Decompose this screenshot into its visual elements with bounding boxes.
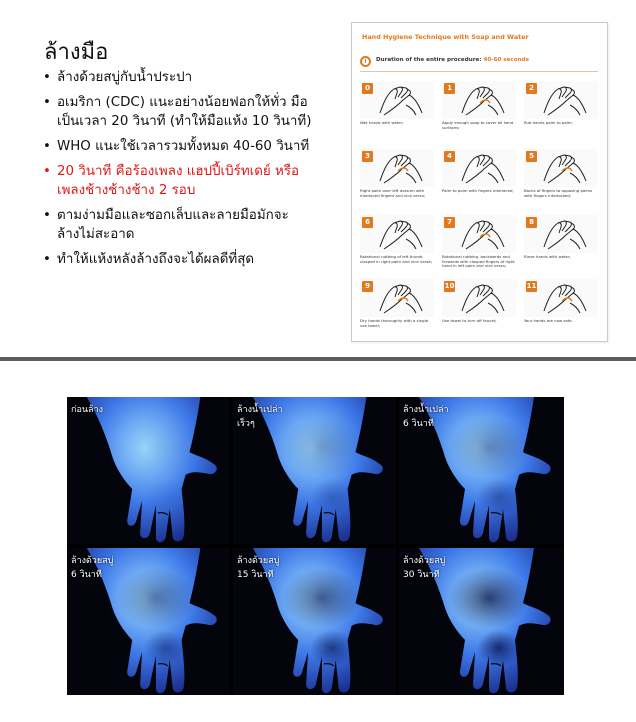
duration-value: 40-60 seconds: [483, 57, 529, 63]
step-caption: Palm to palm with fingers interlaced;: [442, 188, 514, 193]
uv-hand-photo: [233, 397, 396, 544]
step-number: 4: [444, 151, 455, 162]
step-illustration: [524, 81, 598, 119]
step-number: 9: [362, 281, 373, 292]
uv-hand-photo: [399, 548, 564, 695]
step-number: 3: [362, 151, 373, 162]
hands-icon: [540, 217, 590, 251]
bullet-list: [42, 68, 314, 275]
poster-step: [524, 81, 598, 126]
hands-icon: [376, 281, 426, 315]
step-illustration: [524, 279, 598, 317]
hands-icon: [540, 281, 590, 315]
photo-label: ก่อนล้าง: [71, 405, 103, 415]
step-caption: Rub hands palm to palm;: [524, 120, 573, 125]
hands-icon: [540, 151, 590, 185]
photo-label: ล้างด้วยสบู่ 6 วินาที: [71, 556, 114, 580]
poster-step: [524, 279, 598, 324]
hands-icon: [458, 151, 508, 185]
poster-step: [442, 215, 516, 269]
slide-title: ล้างมือ: [44, 40, 109, 65]
step-number: 5: [526, 151, 537, 162]
step-illustration: [360, 215, 434, 253]
poster-step: [360, 215, 434, 264]
poster-step: [360, 81, 434, 126]
bullet-item: • อเมริกา (CDC) แนะอย่างน้อยฟอกให้ทั่ว มือเป็นเวลา 20 วินาที (ทำให้มือแห้ง 10 วินาที): [42, 93, 314, 131]
poster-title: Hand Hygiene Technique with Soap and Water: [362, 33, 529, 41]
poster-step: [442, 81, 516, 130]
hands-icon: [376, 217, 426, 251]
bullet-item: • ตามง่ามมือและซอกเล็บและลายมือมักจะ ล้างไม่สะอาด: [42, 206, 314, 244]
step-caption: Your hands are now safe.: [524, 318, 573, 323]
poster-step: [360, 149, 434, 198]
step-caption: Wet hands with water;: [360, 120, 404, 125]
step-number: 11: [526, 282, 537, 290]
step-number: 0: [362, 83, 373, 94]
hands-icon: [458, 281, 508, 315]
hands-icon: [376, 151, 426, 185]
step-number: 8: [526, 217, 537, 228]
step-number: 6: [362, 217, 373, 228]
poster-step: [360, 279, 434, 328]
photo-label: ล้างด้วยสบู่ 15 วินาที: [237, 556, 280, 580]
step-illustration: [360, 81, 434, 119]
step-caption: Right palm over left dorsum with interlaced fingers and vice versa;: [360, 188, 426, 198]
step-number: 2: [526, 83, 537, 94]
step-illustration: [442, 149, 516, 187]
poster-step: [442, 149, 516, 194]
duration-label: Duration of the entire procedure: 40-60 seconds: [376, 57, 529, 63]
hands-icon: [540, 83, 590, 117]
hands-icon: [458, 83, 508, 117]
step-caption: Backs of fingers to opposing palms with fingers interlocked;: [524, 188, 593, 198]
step-caption: Rotational rubbing, backwards and forwards with clasped fingers of right hand in left palm and vice versa;: [442, 254, 515, 269]
divider-line: [360, 71, 598, 72]
poster-step: [524, 149, 598, 198]
photo-label: ล้างน้ำเปล่า เร็วๆ: [237, 405, 283, 429]
step-number: 7: [444, 217, 455, 228]
step-illustration: [524, 215, 598, 253]
glowing-hand-image: [67, 397, 230, 544]
photo-label: ล้างน้ำเปล่า 6 วินาที: [403, 405, 449, 429]
hand-hygiene-poster: [351, 22, 608, 342]
step-illustration: [524, 149, 598, 187]
step-number: 10: [444, 282, 455, 290]
bullet-item: • ล้างด้วยสบู่กับน้ำประปา: [42, 68, 314, 87]
hands-icon: [458, 217, 508, 251]
uv-hand-photo: [67, 397, 230, 544]
hands-icon: [376, 83, 426, 117]
slide-divider: [0, 357, 636, 361]
clock-icon: [360, 56, 371, 67]
step-caption: Apply enough soap to cover all hand surfaces;: [442, 120, 514, 130]
poster-step: [524, 215, 598, 260]
uv-hand-photo: [67, 548, 230, 695]
step-illustration: [360, 279, 434, 317]
photo-label: ล้างด้วยสบู่ 30 วินาที: [403, 556, 446, 580]
step-illustration: [442, 81, 516, 119]
step-number: 1: [444, 83, 455, 94]
bullet-item: • WHO แนะใช้เวลารวมทั้งหมด 40-60 วินาที: [42, 137, 314, 156]
step-caption: Rotational rubbing of left thumb clasped in right palm and vice versa;: [360, 254, 433, 264]
step-caption: Rinse hands with water;: [524, 254, 571, 259]
bullet-item-highlight: • 20 วินาที คือร้องเพลง แฮปปี้เบิร์ทเดย์ หรือเพลงช้างช้างช้าง 2 รอบ: [42, 162, 314, 200]
poster-step: [442, 279, 516, 324]
duration-row: [360, 55, 598, 69]
uv-hand-photo: [399, 397, 564, 544]
step-caption: Use towel to turn off faucet;: [442, 318, 497, 323]
step-caption: Dry hands thoroughly with a single use towel;: [360, 318, 429, 328]
step-illustration: [360, 149, 434, 187]
uv-hand-photo-grid: [67, 397, 564, 695]
bullet-item: • ทำให้แห้งหลังล้างถึงจะได้ผลดีที่สุด: [42, 250, 314, 269]
step-illustration: [442, 279, 516, 317]
uv-hand-photo: [233, 548, 396, 695]
step-illustration: [442, 215, 516, 253]
